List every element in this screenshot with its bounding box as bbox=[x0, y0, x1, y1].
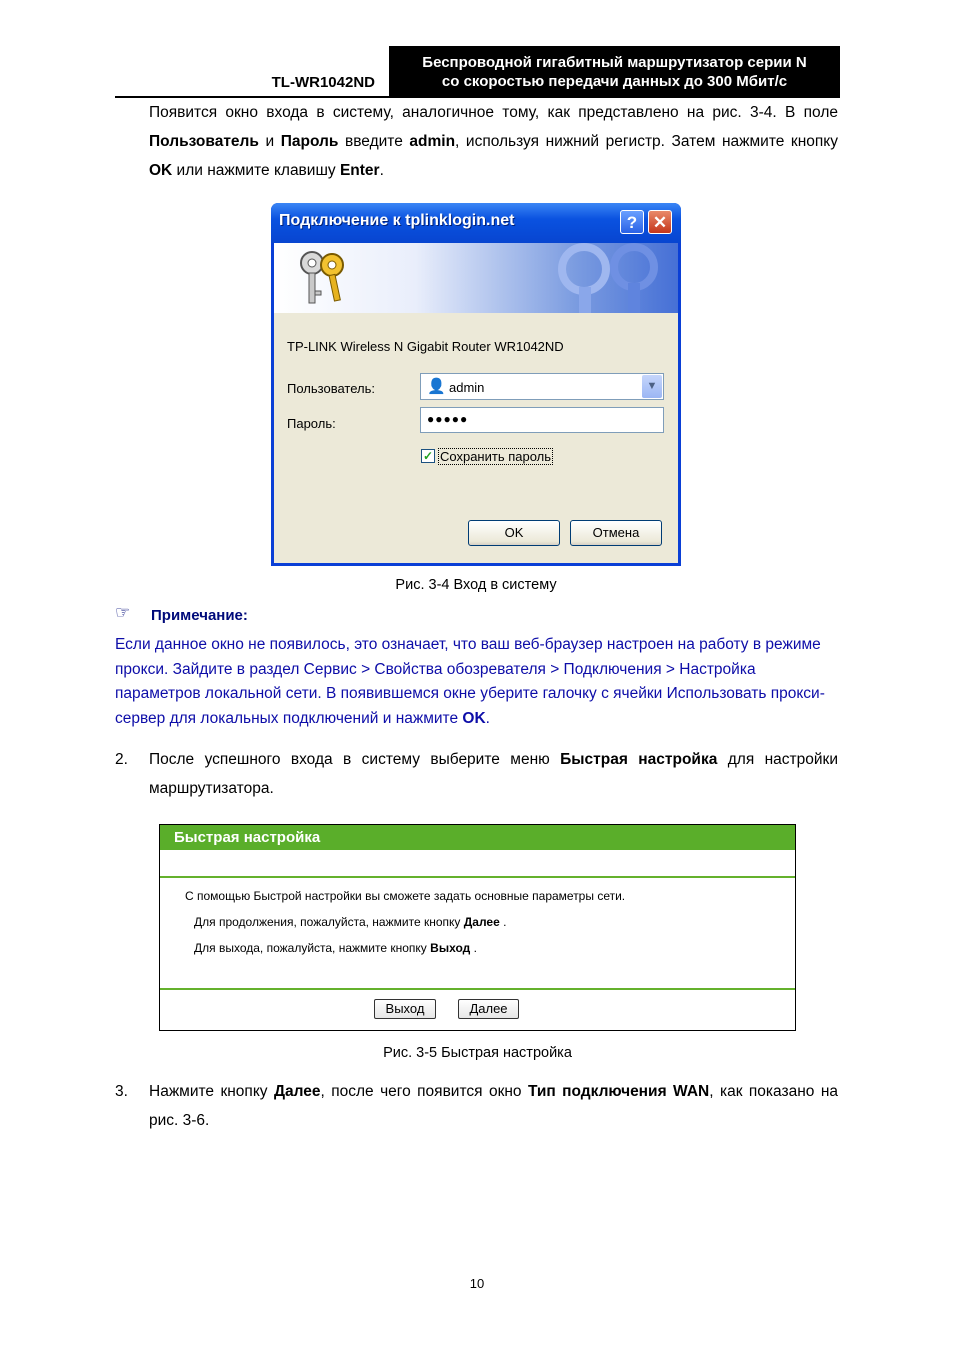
step3-body: , после чего появится окно bbox=[320, 1083, 528, 1100]
password-field[interactable] bbox=[420, 407, 664, 433]
quick-setup-divider bbox=[160, 876, 795, 878]
intro-bold-user: Пользователь bbox=[149, 133, 259, 150]
header-title-box bbox=[389, 46, 840, 97]
note-title: Примечание: bbox=[151, 607, 248, 624]
intro-text: или нажмите клавишу bbox=[172, 162, 340, 179]
ok-button[interactable]: OK bbox=[468, 520, 560, 546]
help-icon[interactable]: ? bbox=[620, 210, 644, 234]
chevron-down-icon[interactable]: ▼ bbox=[642, 375, 662, 398]
intro-bold-admin: admin bbox=[409, 133, 456, 150]
note-end: . bbox=[485, 709, 490, 727]
header-title-line1: Беспроводной гигабитный маршрутизатор серии N bbox=[422, 54, 807, 71]
note-body: Если данное окно не появилось, это означает, что ваш веб-браузер настроен на работу в режиме прокси. Зайдите в раздел Сервис > Свойства обозревателя > Подключения > Настройка параметров локальной сети. В появившемся окне уберите галочку с ячейки Использовать прокси-сервер для локальных подключений и нажмите bbox=[115, 636, 825, 727]
user-icon: 👤 bbox=[427, 378, 446, 395]
step2-body: После успешного входа в систему выберите меню bbox=[149, 751, 561, 768]
user-label: Пользователь: bbox=[287, 381, 375, 396]
intro-text: , используя нижний регистр. Затем нажмите кнопку bbox=[455, 133, 838, 150]
page-number: 10 bbox=[469, 1276, 485, 1291]
quick-setup-line3-end: . bbox=[470, 941, 477, 955]
figure-caption-quick-setup: Рис. 3-5 Быстрая настройка bbox=[383, 1045, 572, 1061]
dialog-banner bbox=[274, 243, 678, 313]
quick-setup-line3-text: Для выхода, пожалуйста, нажмите кнопку bbox=[194, 941, 431, 955]
step3-number: 3. bbox=[115, 1083, 128, 1100]
keys-icon bbox=[292, 247, 362, 307]
intro-text: и bbox=[258, 133, 281, 150]
step2-number: 2. bbox=[115, 751, 128, 768]
intro-bold-enter: Enter bbox=[339, 162, 380, 179]
exit-button[interactable]: Выход bbox=[374, 999, 436, 1019]
intro-text: введите bbox=[338, 133, 410, 150]
remember-checkbox[interactable]: ✓ bbox=[422, 449, 434, 463]
banner-keys-watermark-icon bbox=[524, 243, 674, 313]
quick-setup-line2-text: Для продолжения, пожалуйста, нажмите кнопку bbox=[194, 915, 464, 929]
figure-caption-login: Рис. 3-4 Вход в систему bbox=[395, 577, 557, 593]
user-combobox[interactable] bbox=[420, 373, 664, 400]
quick-setup-line2-bold: Далее bbox=[463, 915, 500, 929]
header-model: TL-WR1042ND bbox=[271, 74, 375, 91]
intro-bold-ok: OK bbox=[149, 162, 173, 179]
quick-setup-line3-bold: Выход bbox=[430, 941, 471, 955]
remember-label[interactable]: Сохранить пароль bbox=[440, 449, 552, 464]
step3-body: , как показано на рис. 3-6. bbox=[149, 1083, 838, 1129]
dialog-title: Подключение к tplinklogin.net bbox=[279, 212, 515, 229]
cancel-button[interactable]: Отмена bbox=[570, 520, 662, 546]
step2-body: для настройки маршрутизатора. bbox=[149, 751, 838, 797]
next-button[interactable]: Далее bbox=[458, 999, 519, 1019]
quick-setup-title: Быстрая настройка bbox=[160, 825, 795, 850]
quick-setup-panel bbox=[159, 824, 796, 1031]
dialog-body bbox=[274, 243, 678, 563]
quick-setup-line2 bbox=[194, 915, 506, 929]
user-value: admin bbox=[449, 380, 485, 395]
step2-text bbox=[149, 745, 838, 803]
step3-text bbox=[149, 1077, 838, 1135]
intro-text: . bbox=[379, 162, 384, 179]
quick-setup-line2-end: . bbox=[499, 915, 507, 929]
close-icon[interactable]: ✕ bbox=[648, 210, 672, 234]
login-dialog bbox=[271, 203, 681, 566]
intro-bold-password: Пароль bbox=[280, 133, 339, 150]
password-value: ●●●●● bbox=[427, 412, 469, 426]
quick-setup-line3 bbox=[194, 941, 477, 955]
note-bold-ok: OK bbox=[462, 709, 486, 727]
quick-setup-line1: С помощью Быстрой настройки вы сможете задать основные параметры сети. bbox=[185, 889, 626, 903]
header-title-line2: со скоростью передачи данных до 300 Мбит/с bbox=[441, 73, 788, 90]
hand-pointer-icon: ☞ bbox=[115, 603, 131, 622]
password-label: Пароль: bbox=[287, 416, 336, 431]
intro-paragraph bbox=[149, 98, 838, 185]
note-text bbox=[115, 633, 827, 731]
dialog-titlebar[interactable] bbox=[271, 203, 681, 243]
intro-text: Появится окно входа в систему, аналогичное тому, как представлено на рис. 3-4. В поле bbox=[149, 104, 838, 121]
quick-setup-divider bbox=[160, 988, 795, 990]
dialog-realm: TP-LINK Wireless N Gigabit Router WR1042ND bbox=[287, 339, 564, 354]
step3-bold-next: Далее bbox=[273, 1083, 321, 1100]
step3-body: Нажмите кнопку bbox=[149, 1083, 274, 1100]
step2-bold-menu: Быстрая настройка bbox=[560, 751, 718, 768]
step3-bold-wan: Тип подключения WAN bbox=[527, 1083, 710, 1100]
